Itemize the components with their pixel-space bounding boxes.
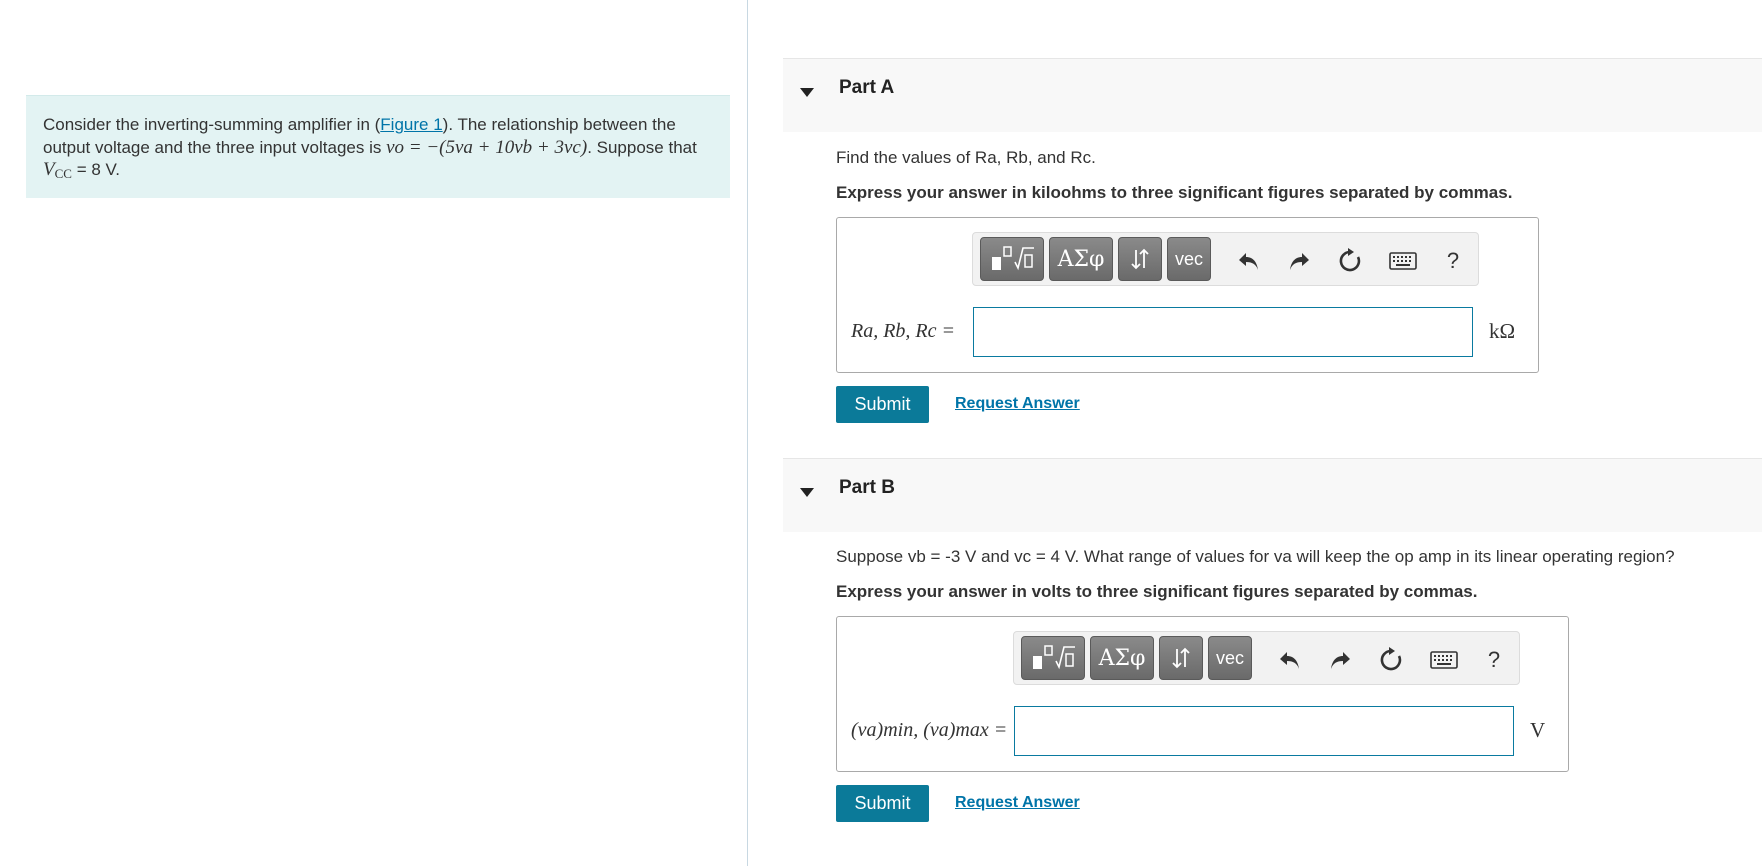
part-a-math-toolbar [972, 232, 1479, 286]
help-button[interactable]: ? [1487, 647, 1501, 672]
part-a-submit-button[interactable]: Submit [836, 386, 929, 423]
help-button[interactable]: ? [1446, 248, 1460, 273]
part-b-submit-button[interactable]: Submit [836, 785, 929, 822]
greek-symbols-button[interactable]: ΑΣφ [1090, 636, 1154, 680]
up-down-arrows-icon [1168, 645, 1194, 671]
problem-text: Consider the inverting-summing amplifier in ( [43, 115, 381, 134]
greek-symbols-button[interactable]: ΑΣφ [1049, 237, 1113, 281]
part-b-math-toolbar [1013, 631, 1520, 685]
part-a-request-answer-link[interactable]: Request Answer [955, 395, 1080, 412]
part-b-title: Part B [839, 477, 895, 498]
part-b-input-label [851, 719, 1007, 742]
part-a-unit: kΩ [1489, 319, 1516, 343]
undo-icon[interactable] [1235, 247, 1263, 275]
vcc-value: = 8 V. [76, 160, 121, 179]
part-a-input-label [851, 320, 955, 343]
part-a-title: Part A [839, 77, 895, 98]
part-b-instruction: Express your answer in volts to three significant figures separated by commas. [836, 582, 1478, 601]
templates-button[interactable] [1021, 636, 1085, 680]
fraction-root-icon [1029, 643, 1077, 673]
output-equation: vo = −(5va + 10vb + 3vc) [386, 136, 588, 158]
problem-statement [26, 95, 730, 198]
collapse-caret-icon[interactable] [800, 488, 814, 497]
vector-button[interactable]: vec [1167, 237, 1211, 281]
arrows-button[interactable] [1159, 636, 1203, 680]
redo-icon[interactable] [1285, 247, 1313, 275]
ra-rb-rc-label: Ra, Rb, Rc = [851, 320, 956, 342]
va-min-max-label: (va)min, (va)max = [851, 719, 1008, 741]
figure-link[interactable]: Figure 1 [380, 115, 443, 134]
part-a-prompt: Find the values of Ra, Rb, and Rc. [836, 148, 1096, 167]
part-a-answer-input[interactable] [973, 307, 1473, 357]
redo-icon[interactable] [1326, 646, 1354, 674]
vcc-symbol: $V_{CC}$ [43, 159, 72, 181]
keyboard-icon[interactable] [1429, 646, 1459, 674]
part-b-prompt: Suppose vb = -3 V and vc = 4 V. What range of values for va will keep the op amp in its linear operating region? [836, 547, 1675, 566]
up-down-arrows-icon [1127, 246, 1153, 272]
reset-icon[interactable] [1377, 646, 1405, 674]
part-a-instruction: Express your answer in kiloohms to three significant figures separated by commas. [836, 183, 1513, 202]
vector-button[interactable]: vec [1208, 636, 1252, 680]
templates-button[interactable] [980, 237, 1044, 281]
arrows-button[interactable] [1118, 237, 1162, 281]
part-a-header[interactable] [783, 58, 1762, 132]
collapse-caret-icon[interactable] [800, 88, 814, 97]
part-b-header[interactable] [783, 458, 1762, 532]
problem-pane [0, 0, 747, 866]
part-b-answer-input[interactable] [1014, 706, 1514, 756]
undo-icon[interactable] [1276, 646, 1304, 674]
part-b-unit: V [1530, 718, 1546, 742]
problem-text-2: ). The relationship between the output voltage and the three input voltages is [43, 115, 676, 157]
fraction-root-icon [988, 244, 1036, 274]
part-b-request-answer-link[interactable]: Request Answer [955, 794, 1080, 811]
reset-icon[interactable] [1336, 247, 1364, 275]
pane-divider [747, 0, 748, 866]
keyboard-icon[interactable] [1388, 247, 1418, 275]
problem-text-3: . Suppose that [587, 137, 697, 157]
